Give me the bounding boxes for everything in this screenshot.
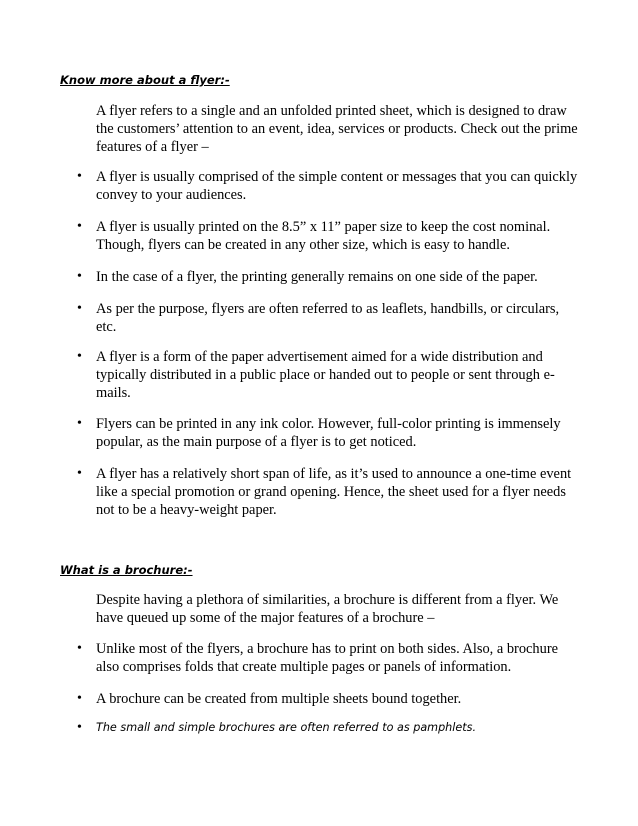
bullet-text: Unlike most of the flyers, a brochure has to print on both sides. Also, a brochure also comprises folds that create multiple pages or panels of information. bbox=[96, 641, 559, 675]
bullet-icon: • bbox=[77, 466, 82, 481]
bullet-icon: • bbox=[77, 641, 82, 656]
bullet-icon: • bbox=[77, 269, 82, 284]
bullet-icon: • bbox=[77, 349, 82, 364]
flyer-section-heading: Know more about a flyer:- bbox=[60, 73, 230, 87]
flyer-bullet-item bbox=[77, 300, 582, 336]
flyer-bullet-item bbox=[77, 268, 582, 286]
brochure-bullet-item bbox=[77, 719, 582, 737]
bullet-text: A brochure can be created from multiple sheets bound together. bbox=[96, 691, 462, 707]
flyer-bullet-item bbox=[77, 348, 582, 402]
flyer-bullet-item bbox=[77, 168, 582, 204]
flyer-intro-paragraph: A flyer refers to a single and an unfolded printed sheet, which is designed to draw the customers’ attention to an event, idea, services or products. Check out the prime features of a flyer – bbox=[96, 103, 578, 155]
bullet-text: Flyers can be printed in any ink color. However, full-color printing is immensely popular, as the main purpose of a flyer is to get noticed. bbox=[96, 416, 561, 450]
brochure-bullet-item bbox=[77, 690, 582, 708]
bullet-icon: • bbox=[77, 720, 82, 735]
brochure-intro-paragraph: Despite having a plethora of similarities, a brochure is different from a flyer. We have queued up some of the major features of a brochure – bbox=[96, 592, 559, 626]
bullet-icon: • bbox=[77, 169, 82, 184]
bullet-icon: • bbox=[77, 219, 82, 234]
flyer-bullet-item bbox=[77, 465, 582, 519]
bullet-text: A flyer is usually comprised of the simple content or messages that you can quickly convey to your audiences. bbox=[96, 169, 578, 203]
bullet-icon: • bbox=[77, 691, 82, 706]
bullet-text: A flyer has a relatively short span of life, as it’s used to announce a one-time event like a special promotion or grand opening. Hence, the sheet used for a flyer needs not to be a heavy-weight paper. bbox=[96, 466, 572, 518]
bullet-text: As per the purpose, flyers are often referred to as leaflets, handbills, or circulars, etc. bbox=[96, 301, 560, 335]
flyer-bullet-item bbox=[77, 415, 582, 451]
bullet-text: A flyer is usually printed on the 8.5” x 11” paper size to keep the cost nominal. Though, flyers can be created in any other size, which is easy to handle. bbox=[96, 219, 551, 253]
flyer-bullet-item bbox=[77, 218, 582, 254]
bullet-text: A flyer is a form of the paper advertisement aimed for a wide distribution and typically distributed in a public place or handed out to people or sent through e-mails. bbox=[96, 349, 555, 401]
bullet-text: The small and simple brochures are often referred to as pamphlets. bbox=[96, 721, 477, 734]
bullet-text: In the case of a flyer, the printing generally remains on one side of the paper. bbox=[96, 269, 538, 285]
bullet-icon: • bbox=[77, 301, 82, 316]
brochure-bullet-item bbox=[77, 640, 582, 676]
bullet-icon: • bbox=[77, 416, 82, 431]
brochure-section-heading: What is a brochure:- bbox=[60, 563, 193, 577]
